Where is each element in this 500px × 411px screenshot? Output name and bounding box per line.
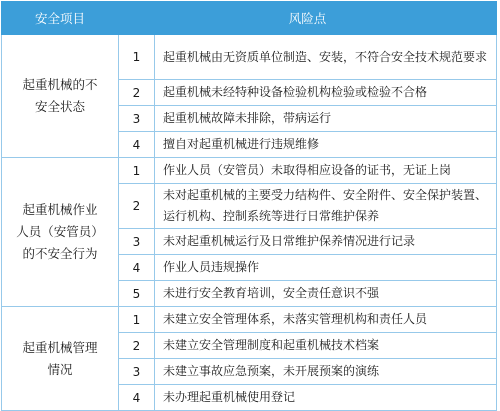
category-line: 人员（安管员）	[16, 224, 104, 239]
risk-text: 未办理起重机械使用登记	[155, 385, 497, 411]
row-number: 3	[119, 359, 155, 385]
row-number: 3	[119, 229, 155, 255]
row-number: 4	[119, 255, 155, 281]
risk-text: 作业人员违规操作	[155, 255, 497, 281]
category-line: 情况	[47, 361, 73, 377]
risk-text: 未进行安全教育培训，安全责任意识不强	[155, 281, 497, 307]
category-cell	[2, 35, 119, 158]
header-safety-item: 安全项目	[2, 2, 119, 35]
row-number: 2	[119, 184, 155, 229]
row-number: 4	[119, 385, 155, 411]
category-line: 起重机械管理	[22, 339, 98, 355]
header-risk-point: 风险点	[119, 2, 497, 35]
risk-text: 作业人员（安管员）未取得相应设备的证书，无证上岗	[155, 158, 497, 184]
risk-text: 未建立安全管理制度和起重机械技术档案	[155, 333, 497, 359]
row-number: 2	[119, 333, 155, 359]
table-row	[2, 35, 497, 80]
risk-text: 起重机械故障未排除，带病运行	[155, 106, 497, 132]
table-row	[2, 307, 497, 333]
risk-text: 未建立安全管理体系，未落实管理机构和责任人员	[155, 307, 497, 333]
category-line: 起重机械作业	[22, 202, 98, 217]
risk-text: 未建立事故应急预案，未开展预案的演练	[155, 359, 497, 385]
risk-text: 擅自对起重机械进行违规维修	[155, 132, 497, 158]
row-number: 1	[119, 35, 155, 80]
category-cell	[2, 158, 119, 307]
row-number: 1	[119, 307, 155, 333]
table-row	[2, 158, 497, 184]
risk-text: 起重机械由无资质单位制造、安装，不符合安全技术规范要求	[155, 35, 497, 80]
risk-text: 起重机械未经特种设备检验机构检验或检验不合格	[155, 80, 497, 106]
row-number: 2	[119, 80, 155, 106]
row-number: 4	[119, 132, 155, 158]
risk-text: 未对起重机械的主要受力结构件、安全附件、安全保护装置、运行机构、控制系统等进行日常维护保养	[155, 184, 497, 229]
row-number: 3	[119, 106, 155, 132]
category-line: 起重机械的不	[22, 77, 98, 92]
category-cell	[2, 307, 119, 411]
header-row	[2, 2, 497, 35]
risk-text: 未对起重机械运行及日常维护保养情况进行记录	[155, 229, 497, 255]
row-number: 5	[119, 281, 155, 307]
risk-table	[1, 1, 497, 411]
category-line: 安全状态	[34, 99, 85, 114]
category-line: 的不安全行为	[22, 246, 98, 261]
row-number: 1	[119, 158, 155, 184]
